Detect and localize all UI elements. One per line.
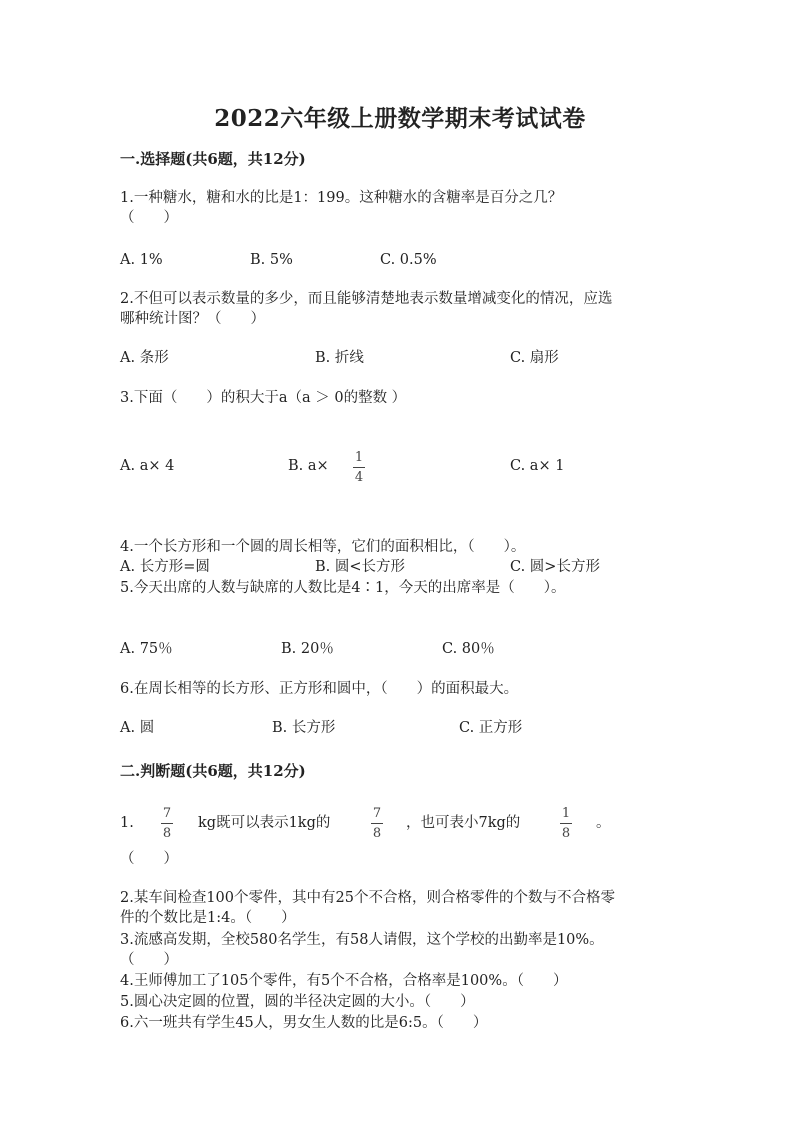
question-text: ，也可表小7kg的 bbox=[406, 815, 521, 831]
option-b: B. 5% bbox=[250, 252, 293, 268]
option-c: C. 0.5% bbox=[380, 252, 437, 268]
fraction-bar bbox=[560, 823, 572, 824]
question-text: 1.一种糖水，糖和水的比是1：199。这种糖水的含糖率是百分之几？ bbox=[120, 190, 563, 206]
option-b: B. 20％ bbox=[281, 641, 334, 657]
fraction-seven-eighths bbox=[161, 806, 173, 841]
fraction-numerator: 7 bbox=[372, 806, 382, 821]
question-text: 2.某车间检查100个零件，其中有25个不合格，则合格零件的个数与不合格零 bbox=[120, 890, 615, 906]
option-c: C. 圆>长方形 bbox=[510, 559, 600, 575]
fraction-one-eighth bbox=[560, 806, 572, 841]
fraction-bar bbox=[353, 467, 365, 468]
section-heading-choice: 一.选择题(共6题，共12分) bbox=[120, 150, 306, 168]
option-a: A. 75％ bbox=[120, 641, 173, 657]
option-a: A. 1% bbox=[120, 252, 163, 268]
option-a: A. 条形 bbox=[120, 350, 169, 366]
question-end: 。 bbox=[596, 815, 611, 831]
judgement-4: 4.王师傅加工了105个零件，有5个不合格，合格率是100%。（ ） bbox=[120, 973, 568, 989]
option-b: B. a× bbox=[288, 458, 329, 474]
judgement-5: 5.圆心决定圆的位置，圆的半径决定圆的大小。（ ） bbox=[120, 994, 475, 1010]
option-b: B. 长方形 bbox=[272, 720, 336, 736]
answer-blank: （ ） bbox=[120, 210, 178, 226]
fraction-seven-eighths bbox=[371, 806, 383, 841]
question-text: 6.在周长相等的长方形、正方形和圆中，（ ）的面积最大。 bbox=[120, 681, 519, 697]
fraction-one-quarter bbox=[353, 450, 365, 485]
option-c: C. 正方形 bbox=[459, 720, 523, 736]
fraction-denominator: 4 bbox=[354, 470, 364, 485]
question-text: 2.不但可以表示数量的多少，而且能够清楚地表示数量增减变化的情况，应选 bbox=[120, 291, 613, 307]
question-text-cont: 哪种统计图？（ ） bbox=[120, 311, 265, 327]
fraction-denominator: 8 bbox=[561, 826, 571, 841]
option-c: C. a× 1 bbox=[510, 458, 565, 474]
question-text: 3.下面（ ）的积大于a（a ＞ 0的整数 ） bbox=[120, 390, 407, 406]
fraction-denominator: 8 bbox=[372, 826, 382, 841]
option-a: A. 长方形=圆 bbox=[120, 559, 210, 575]
fraction-numerator: 1 bbox=[354, 450, 364, 465]
section-heading-judgement: 二.判断题(共6题，共12分) bbox=[120, 762, 306, 780]
fraction-bar bbox=[161, 823, 173, 824]
option-a: A. a× 4 bbox=[120, 458, 175, 474]
judgement-6: 6.六一班共有学生45人，男女生人数的比是6:5。（ ） bbox=[120, 1015, 488, 1031]
page-title: 2022六年级上册数学期末考试试卷 bbox=[214, 105, 586, 132]
question-text-cont: 件的个数比是1:4。（ ） bbox=[120, 910, 296, 926]
option-c: C. 80％ bbox=[442, 641, 495, 657]
question-text: 5.今天出席的人数与缺席的人数比是4∶1，今天的出席率是（ ）。 bbox=[120, 580, 566, 596]
fraction-denominator: 8 bbox=[162, 826, 172, 841]
option-a: A. 圆 bbox=[120, 720, 155, 736]
fraction-bar bbox=[371, 823, 383, 824]
option-b: B. 折线 bbox=[315, 350, 364, 366]
question-number: 1. bbox=[120, 815, 134, 831]
question-text: kg既可以表示1kg的 bbox=[198, 815, 331, 831]
option-c: C. 扇形 bbox=[510, 350, 559, 366]
question-text: 4.一个长方形和一个圆的周长相等，它们的面积相比，（ ）。 bbox=[120, 539, 526, 555]
option-b: B. 圆<长方形 bbox=[315, 559, 406, 575]
answer-blank: （ ） bbox=[120, 851, 178, 867]
answer-blank: （ ） bbox=[120, 952, 178, 968]
fraction-numerator: 7 bbox=[162, 806, 172, 821]
fraction-numerator: 1 bbox=[561, 806, 571, 821]
question-text: 3.流感高发期，全校580名学生，有58人请假，这个学校的出勤率是10%。 bbox=[120, 932, 604, 948]
